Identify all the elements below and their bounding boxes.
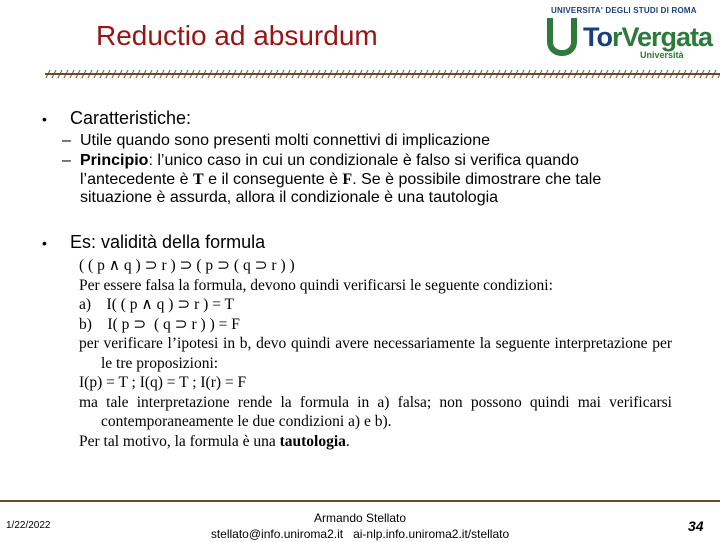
footer-author: Armando Stellato: [313, 511, 407, 525]
bullet-marker: •: [42, 111, 47, 127]
page-number: 34: [688, 518, 704, 534]
footer-date: 1/22/2022: [6, 520, 51, 531]
example-body: [79, 256, 672, 451]
example-line-4: ma tale interpretazione rende la formula in a) falsa; non possono quindi mai verificarsi contemporaneamente le due condizioni a) e b).: [79, 393, 672, 430]
sub-bullet-utile: – Utile quando sono presenti molti connettivi di implicazione: [62, 132, 490, 149]
footer-rule: [0, 500, 720, 502]
slide-title: Reductio ad absurdum: [96, 20, 378, 51]
sub-bullet-principio: – Principio: l’unico caso in cui un condizionale è falso si verifica quando l’antecedente è T e il conseguente è F. Se è possibile dimostrare che tale situazione è assurda, allora il condizionale è una tautologia: [62, 152, 602, 207]
logo-sub-text: Università: [640, 50, 684, 60]
condition-a: a) I( ( p ∧ q ) ⊃ r ) = T: [79, 296, 235, 313]
logo-wordmark: TorVergata: [583, 22, 713, 52]
example-line-5: Per tal motivo, la formula è una tautologia.: [79, 432, 350, 450]
logo-top-text: UNIVERSITA' DEGLI STUDI DI ROMA: [551, 6, 697, 15]
formula-line: ( ( p ∧ q ) ⊃ r ) ⊃ ( p ⊃ ( q ⊃ r ) ): [79, 257, 295, 274]
condition-b: b) I( p ⊃ ( q ⊃ r ) ) = F: [79, 315, 240, 333]
bullet-esempio: Es: validità della formula: [70, 232, 266, 252]
example-line-2: per verificare l’ipotesi in b, devo quindi avere necessariamente la seguente interpretazione per le tre proposizioni:: [79, 335, 672, 372]
header-rule: [45, 68, 720, 80]
bullet-marker: •: [42, 235, 47, 251]
logo-u-mark: [547, 18, 577, 56]
university-logo: [545, 6, 713, 62]
bullet-caratteristiche: Caratteristiche:: [70, 108, 192, 128]
example-line-3: I(p) = T ; I(q) = T ; I(r) = F: [79, 374, 247, 391]
footer-contact: stellato@info.uniroma2.it ai-nlp.info.uniroma2.it/stellato: [210, 527, 510, 541]
footer-credits: [160, 510, 560, 542]
example-line-1: Per essere falsa la formula, devono quindi verificarsi le seguente condizioni:: [79, 276, 553, 294]
